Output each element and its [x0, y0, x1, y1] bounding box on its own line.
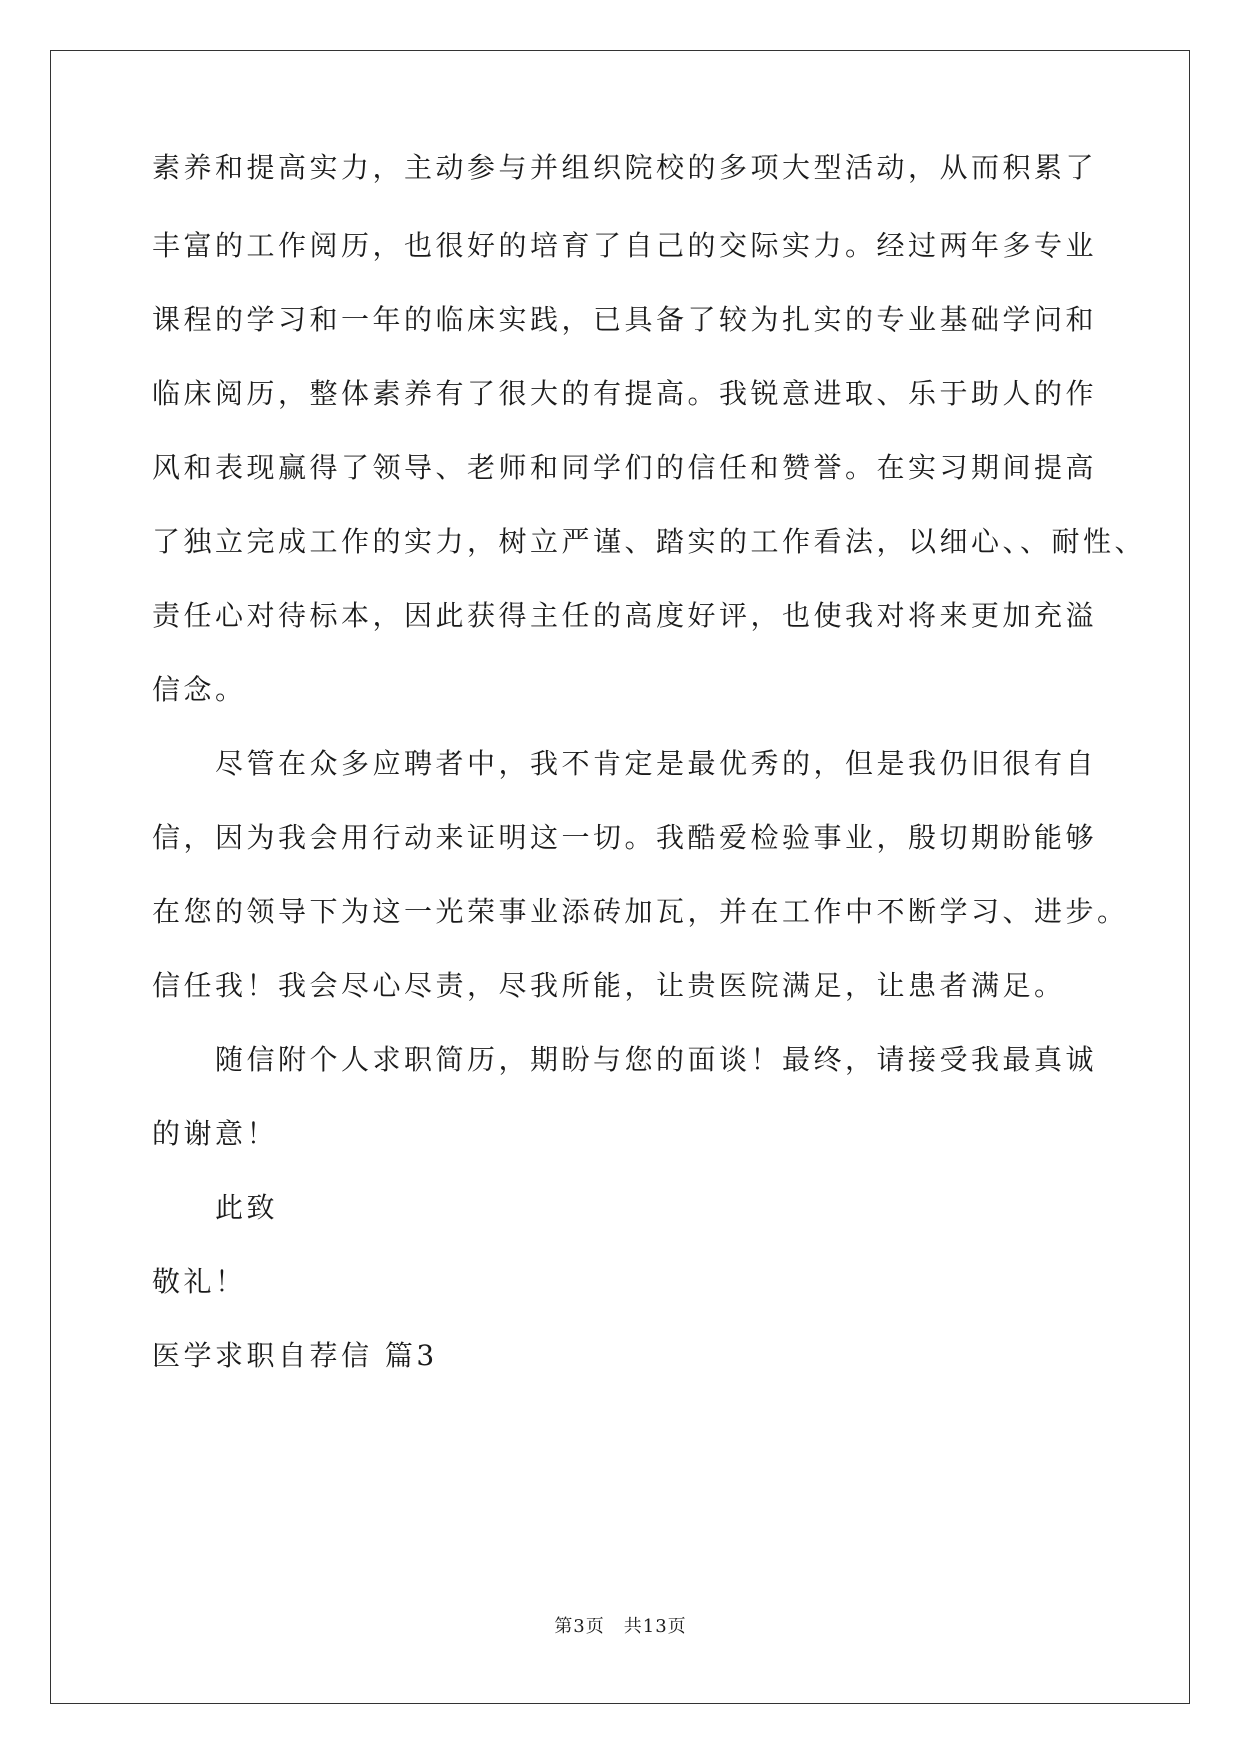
text-line: 信任我！我会尽心尽责，尽我所能，让贵医院满足，让患者满足。: [152, 969, 1066, 1002]
text-line: 素养和提高实力，主动参与并组织院校的多项大型活动，从而积累了: [152, 151, 1098, 184]
text-line: 的谢意！: [152, 1117, 279, 1150]
text-line: 风和表现赢得了领导、老师和同学们的信任和赞誉。在实习期间提高: [152, 451, 1098, 484]
text-line: 信，因为我会用行动来证明这一切。我酷爱检验事业，殷切期盼能够: [152, 821, 1098, 854]
text-line: 随信附个人求职简历，期盼与您的面谈！最终，请接受我最真诚: [152, 1043, 1098, 1076]
text-line: 在您的领导下为这一光荣事业添砖加瓦，并在工作中不断学习、进步。: [152, 895, 1129, 928]
text-line: 此致: [152, 1191, 279, 1224]
text-line: 信念。: [152, 673, 247, 706]
page-frame: [50, 50, 1190, 1704]
page-footer: 第3页 共13页: [554, 1616, 687, 1637]
text-line: 临床阅历，整体素养有了很大的有提高。我锐意进取、乐于助人的作: [152, 377, 1098, 410]
text-line: 责任心对待标本，因此获得主任的高度好评，也使我对将来更加充溢: [152, 599, 1098, 632]
section-heading: 医学求职自荐信 篇3: [152, 1339, 438, 1372]
text-line: 课程的学习和一年的临床实践，已具备了较为扎实的专业基础学问和: [152, 303, 1098, 336]
text-line: 敬礼！: [152, 1265, 247, 1298]
text-line: 了独立完成工作的实力，树立严谨、踏实的工作看法，以细心、、耐性、: [152, 525, 1147, 558]
text-line: 丰富的工作阅历，也很好的培育了自己的交际实力。经过两年多专业: [152, 229, 1098, 262]
text-line: 尽管在众多应聘者中，我不肯定是最优秀的，但是我仍旧很有自: [152, 747, 1098, 780]
